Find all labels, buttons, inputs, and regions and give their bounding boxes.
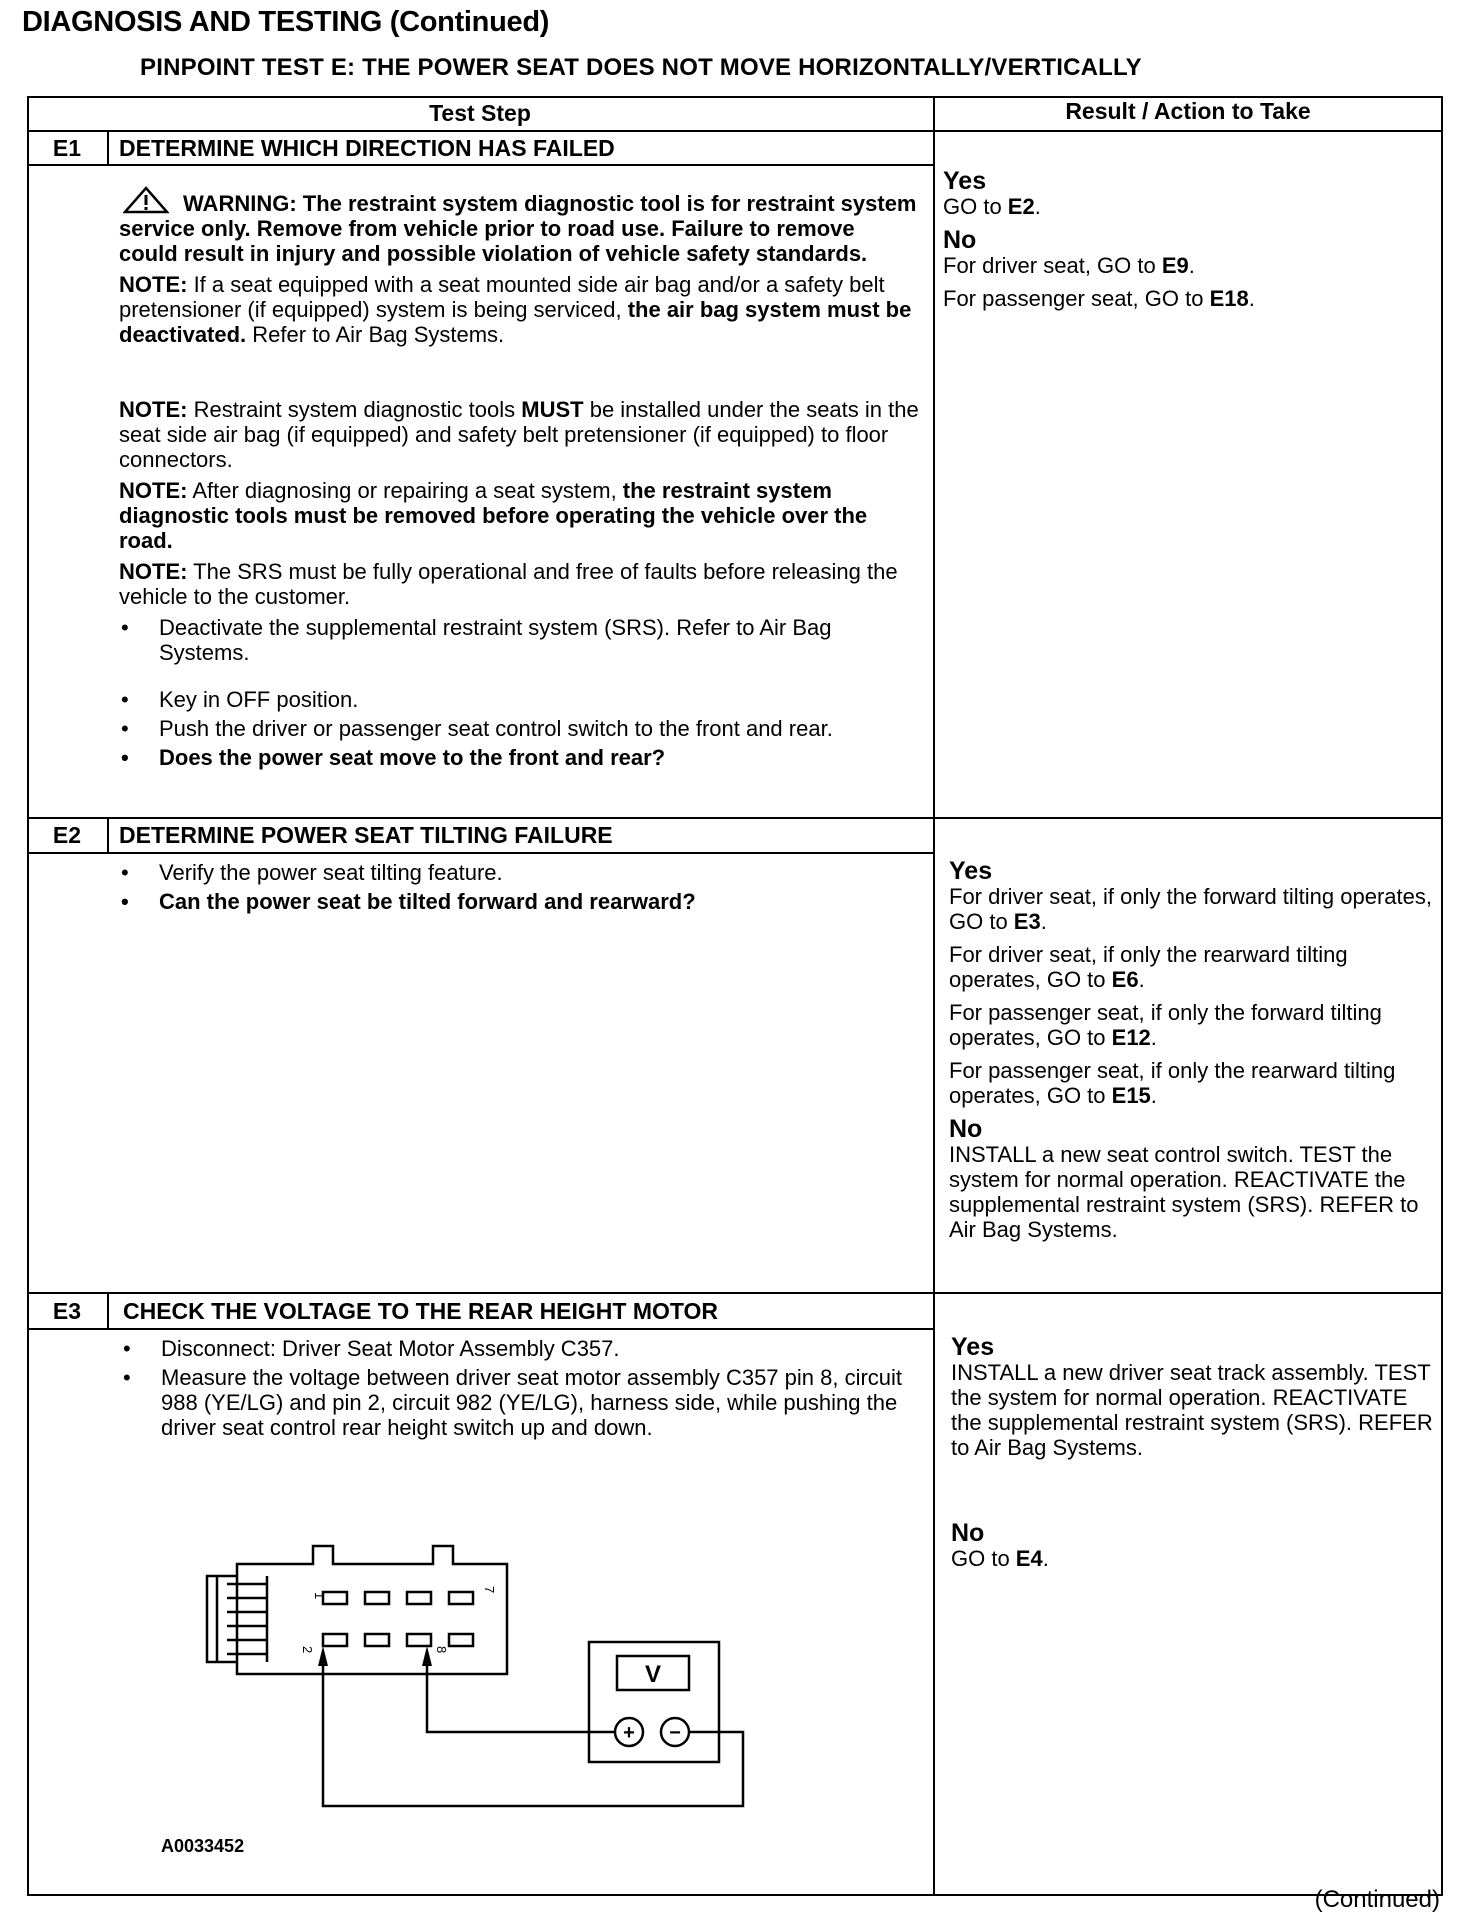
column-divider [933, 96, 935, 1896]
list-item: • Deactivate the supplemental restraint system (SRS). Refer to Air Bag Systems. [121, 615, 832, 665]
result-no-action: GO to E4. [951, 1546, 1049, 1571]
e2-e3-divider [27, 1292, 1443, 1294]
result-no-action: INSTALL a new seat control switch. TEST the system for normal operation. REACTIVATE the supplemental restraint system (SRS). REFER to Air Bag Systems. [949, 1142, 1419, 1242]
list-item: • Measure the voltage between driver seat motor assembly C357 pin 8, circuit 988 (YE/LG) and pin 2, circuit 982 (YE/LG), harness side, while pushing the driver seat control rear height switch up and down. [123, 1365, 903, 1440]
e1-id-divider [107, 132, 109, 165]
result-yes-label: Yes [949, 857, 993, 885]
list-item: • Push the driver or passenger seat control switch to the front and rear. [121, 716, 833, 741]
e3-title-divider [27, 1328, 935, 1330]
column-header-result: Result / Action to Take [1065, 98, 1311, 124]
e1-test-step-body [119, 186, 919, 774]
result-yes-action: For passenger seat, if only the forward tilting operates, GO to E12. [949, 1000, 1382, 1050]
continued-label: (Continued) [1314, 1886, 1440, 1913]
pin-label: 2 [300, 1646, 315, 1654]
e3-test-step-body [121, 1336, 921, 1444]
result-no-label: No [949, 1115, 983, 1143]
table-border-right [1441, 96, 1443, 1896]
note-text: After diagnosing or repairing a seat system, [187, 478, 623, 503]
list-spacer [119, 669, 919, 683]
note-text-tail: Refer to Air Bag Systems. [246, 322, 505, 347]
step-id-e3: E3 [52, 1298, 82, 1324]
e1-title-divider [27, 164, 935, 166]
note-text: Restraint system diagnostic tools [187, 397, 522, 422]
connector-voltmeter-diagram [197, 1526, 757, 1816]
result-yes-action: GO to E2. [943, 194, 1041, 219]
e2-test-step-body [119, 860, 919, 918]
note-label: NOTE: [119, 397, 188, 422]
plus-terminal-label: + [623, 1722, 635, 1744]
list-item: • Key in OFF position. [121, 687, 359, 712]
note-emphasis: the air bag system must be deactivated. [119, 297, 912, 347]
column-header-test-step: Test Step [429, 100, 531, 126]
e1-e2-divider [27, 817, 1443, 819]
note-emphasis: the restraint system diagnostic tools must be removed before operating the vehicle over the road. [119, 478, 868, 553]
pinpoint-test-table [27, 96, 1443, 1896]
e3-bullet-list [121, 1336, 921, 1440]
note-air-bag-deactivation [119, 272, 919, 347]
result-no-action: For passenger seat, GO to E18. [943, 286, 1255, 311]
note-text-tail: be installed under the seats in the seat side air bag (if equipped) and safety belt pretensioner (if equipped) to floor connectors. [119, 397, 919, 472]
pinpoint-test-title: PINPOINT TEST E: THE POWER SEAT DOES NOT MOVE HORIZONTALLY/VERTICALLY [140, 54, 1142, 81]
result-no-action: For driver seat, GO to E9. [943, 253, 1195, 278]
minus-terminal-label: − [669, 1722, 681, 1744]
list-item-question: • Can the power seat be tilted forward and rearward? [121, 889, 696, 914]
step-id-e2: E2 [52, 822, 82, 848]
note-diagnostic-tools-remove [119, 478, 919, 553]
result-no-label: No [943, 226, 977, 254]
step-id-e1: E1 [52, 135, 82, 161]
pin-label: 7 [482, 1586, 497, 1594]
result-yes-action: INSTALL a new driver seat track assembly. TEST the system for normal operation. REACTIVATE the supplemental restraint system (SRS). REFER to Air Bag Systems. [951, 1360, 1433, 1460]
table-border-left [27, 96, 29, 1896]
e1-result [943, 168, 1433, 319]
header-divider [27, 130, 1443, 132]
restraint-warning [119, 186, 919, 266]
step-title-e2: DETERMINE POWER SEAT TILTING FAILURE [119, 822, 613, 848]
step-title-e3: CHECK THE VOLTAGE TO THE REAR HEIGHT MOTOR [123, 1298, 719, 1324]
pin-label: 1 [312, 1592, 327, 1600]
result-yes-action: For passenger seat, if only the rearward tilting operates, GO to E15. [949, 1058, 1396, 1108]
note-label: NOTE: [119, 272, 188, 297]
note-label: NOTE: [119, 559, 188, 584]
e1-bullet-list [119, 615, 919, 770]
list-item: • Verify the power seat tilting feature. [121, 860, 503, 885]
e2-result [949, 858, 1435, 1250]
e3-id-divider [107, 1293, 109, 1329]
list-item-question: • Does the power seat move to the front and rear? [121, 745, 666, 770]
result-yes-action: For driver seat, if only the rearward tilting operates, GO to E6. [949, 942, 1348, 992]
result-no-label: No [951, 1519, 985, 1547]
note-text: If a seat equipped with a seat mounted side air bag and/or a safety belt pretensioner (if equipped) system is being serviced, [119, 272, 885, 322]
voltmeter-label: V [644, 1661, 662, 1688]
pin-label: 8 [434, 1646, 449, 1654]
e2-title-divider [27, 852, 935, 854]
note-label: NOTE: [119, 478, 188, 503]
table-border-bottom [27, 1894, 1443, 1896]
e2-id-divider [107, 818, 109, 853]
step-title-e1: DETERMINE WHICH DIRECTION HAS FAILED [119, 135, 615, 161]
warning-text: WARNING: The restraint system diagnostic tool is for restraint system service only. Remove from vehicle prior to road use. Failure to remove could result in injury and possible violation of vehicle safety standards. [119, 191, 917, 266]
page-title: DIAGNOSIS AND TESTING (Continued) [22, 6, 550, 38]
e3-result [951, 1334, 1435, 1579]
warning-triangle-icon [123, 186, 169, 214]
note-srs-operational [119, 559, 919, 609]
note-text: The SRS must be fully operational and free of faults before releasing the vehicle to the customer. [119, 559, 898, 609]
note-emphasis: MUST [521, 397, 584, 422]
note-diagnostic-tools-install [119, 397, 919, 472]
result-yes-label: Yes [951, 1333, 995, 1361]
result-yes-action: For driver seat, if only the forward tilting operates, GO to E3. [949, 884, 1432, 934]
list-item: • Disconnect: Driver Seat Motor Assembly C357. [123, 1336, 620, 1361]
figure-id: A0033452 [161, 1836, 245, 1856]
result-yes-label: Yes [943, 167, 987, 195]
e2-bullet-list [119, 860, 919, 914]
